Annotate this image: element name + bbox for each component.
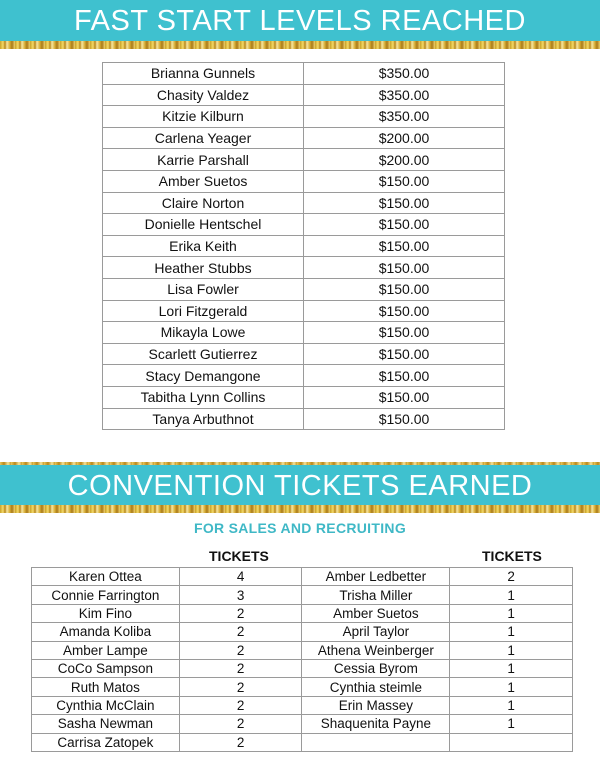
member-name: Donielle Hentschel <box>103 214 304 236</box>
member-name: Kitzie Kilburn <box>103 106 304 128</box>
member-name: Tabitha Lynn Collins <box>103 386 304 408</box>
tickets-header-left: TICKETS <box>209 548 269 564</box>
member-name: Scarlett Gutierrez <box>103 343 304 365</box>
member-name: Lori Fitzgerald <box>103 300 304 322</box>
bonus-amount: $350.00 <box>304 106 505 128</box>
table-row <box>32 678 573 696</box>
table-row <box>103 300 505 322</box>
member-name: Amber Suetos <box>302 604 450 622</box>
member-name: Shaquenita Payne <box>302 715 450 733</box>
table-row <box>103 386 505 408</box>
member-name: Kim Fino <box>32 604 180 622</box>
ticket-count: 1 <box>450 623 573 641</box>
bonus-amount: $150.00 <box>304 235 505 257</box>
member-name: Erin Massey <box>302 696 450 714</box>
bonus-amount: $150.00 <box>304 257 505 279</box>
ticket-count: 1 <box>450 696 573 714</box>
fast-start-title: FAST START LEVELS REACHED <box>74 5 526 37</box>
table-row <box>103 170 505 192</box>
bonus-amount: $150.00 <box>304 343 505 365</box>
member-name <box>302 733 450 751</box>
member-name: Heather Stubbs <box>103 257 304 279</box>
ticket-count: 1 <box>450 678 573 696</box>
bonus-amount: $150.00 <box>304 386 505 408</box>
member-name: Stacy Demangone <box>103 365 304 387</box>
table-row <box>103 106 505 128</box>
table-row <box>103 322 505 344</box>
member-name: Sasha Newman <box>32 715 180 733</box>
bonus-amount: $150.00 <box>304 300 505 322</box>
ticket-count: 1 <box>450 604 573 622</box>
member-name: Cessia Byrom <box>302 659 450 677</box>
member-name: Lisa Fowler <box>103 278 304 300</box>
ticket-count: 2 <box>179 733 302 751</box>
tickets-header-right: TICKETS <box>482 548 542 564</box>
bonus-amount: $150.00 <box>304 408 505 430</box>
member-name: Amber Lampe <box>32 641 180 659</box>
convention-subtitle: FOR SALES AND RECRUITING <box>193 520 407 536</box>
table-row <box>32 715 573 733</box>
ticket-count <box>450 733 573 751</box>
member-name: Athena Weinberger <box>302 641 450 659</box>
fast-start-banner <box>0 0 600 41</box>
bonus-amount: $150.00 <box>304 365 505 387</box>
bonus-amount: $200.00 <box>304 127 505 149</box>
member-name: Karen Ottea <box>32 568 180 586</box>
member-name: Ruth Matos <box>32 678 180 696</box>
bonus-amount: $350.00 <box>304 84 505 106</box>
member-name: Cynthia McClain <box>32 696 180 714</box>
member-name: Carrisa Zatopek <box>32 733 180 751</box>
gold-glitter-divider <box>0 505 600 513</box>
bonus-amount: $150.00 <box>304 322 505 344</box>
table-row <box>32 733 573 751</box>
table-row <box>103 235 505 257</box>
member-name: Karrie Parshall <box>103 149 304 171</box>
bonus-amount: $150.00 <box>304 278 505 300</box>
ticket-count: 1 <box>450 641 573 659</box>
table-row <box>103 408 505 430</box>
member-name: Amber Ledbetter <box>302 568 450 586</box>
table-row <box>103 278 505 300</box>
ticket-count: 2 <box>179 623 302 641</box>
table-row <box>103 365 505 387</box>
ticket-count: 2 <box>179 641 302 659</box>
convention-banner <box>0 465 600 505</box>
bonus-amount: $350.00 <box>304 63 505 85</box>
table-row <box>103 63 505 85</box>
member-name: Amber Suetos <box>103 170 304 192</box>
table-row <box>32 586 573 604</box>
member-name: CoCo Sampson <box>32 659 180 677</box>
table-row <box>32 641 573 659</box>
member-name: Connie Farrington <box>32 586 180 604</box>
ticket-count: 2 <box>179 715 302 733</box>
member-name: Mikayla Lowe <box>103 322 304 344</box>
table-row <box>103 257 505 279</box>
convention-title: CONVENTION TICKETS EARNED <box>67 470 533 502</box>
member-name: Brianna Gunnels <box>103 63 304 85</box>
member-name: Trisha Miller <box>302 586 450 604</box>
member-name: Claire Norton <box>103 192 304 214</box>
ticket-count: 2 <box>179 659 302 677</box>
member-name: Erika Keith <box>103 235 304 257</box>
table-row <box>103 127 505 149</box>
table-row <box>32 623 573 641</box>
gold-glitter-divider <box>0 41 600 49</box>
bonus-amount: $200.00 <box>304 149 505 171</box>
member-name: Tanya Arbuthnot <box>103 408 304 430</box>
ticket-count: 1 <box>450 659 573 677</box>
ticket-count: 2 <box>450 568 573 586</box>
ticket-count: 1 <box>450 715 573 733</box>
table-row <box>103 192 505 214</box>
table-row <box>32 568 573 586</box>
table-row <box>103 214 505 236</box>
ticket-count: 2 <box>179 604 302 622</box>
table-row <box>32 696 573 714</box>
ticket-count: 2 <box>179 678 302 696</box>
ticket-count: 2 <box>179 696 302 714</box>
bonus-amount: $150.00 <box>304 192 505 214</box>
table-row <box>103 149 505 171</box>
member-name: Carlena Yeager <box>103 127 304 149</box>
ticket-count: 1 <box>450 586 573 604</box>
member-name: April Taylor <box>302 623 450 641</box>
member-name: Chasity Valdez <box>103 84 304 106</box>
member-name: Amanda Koliba <box>32 623 180 641</box>
convention-tickets-table <box>31 567 573 752</box>
ticket-count: 3 <box>179 586 302 604</box>
table-row <box>32 604 573 622</box>
bonus-amount: $150.00 <box>304 170 505 192</box>
table-row <box>103 343 505 365</box>
member-name: Cynthia steimle <box>302 678 450 696</box>
table-row <box>103 84 505 106</box>
fast-start-table <box>102 62 505 430</box>
bonus-amount: $150.00 <box>304 214 505 236</box>
table-row <box>32 659 573 677</box>
ticket-count: 4 <box>179 568 302 586</box>
